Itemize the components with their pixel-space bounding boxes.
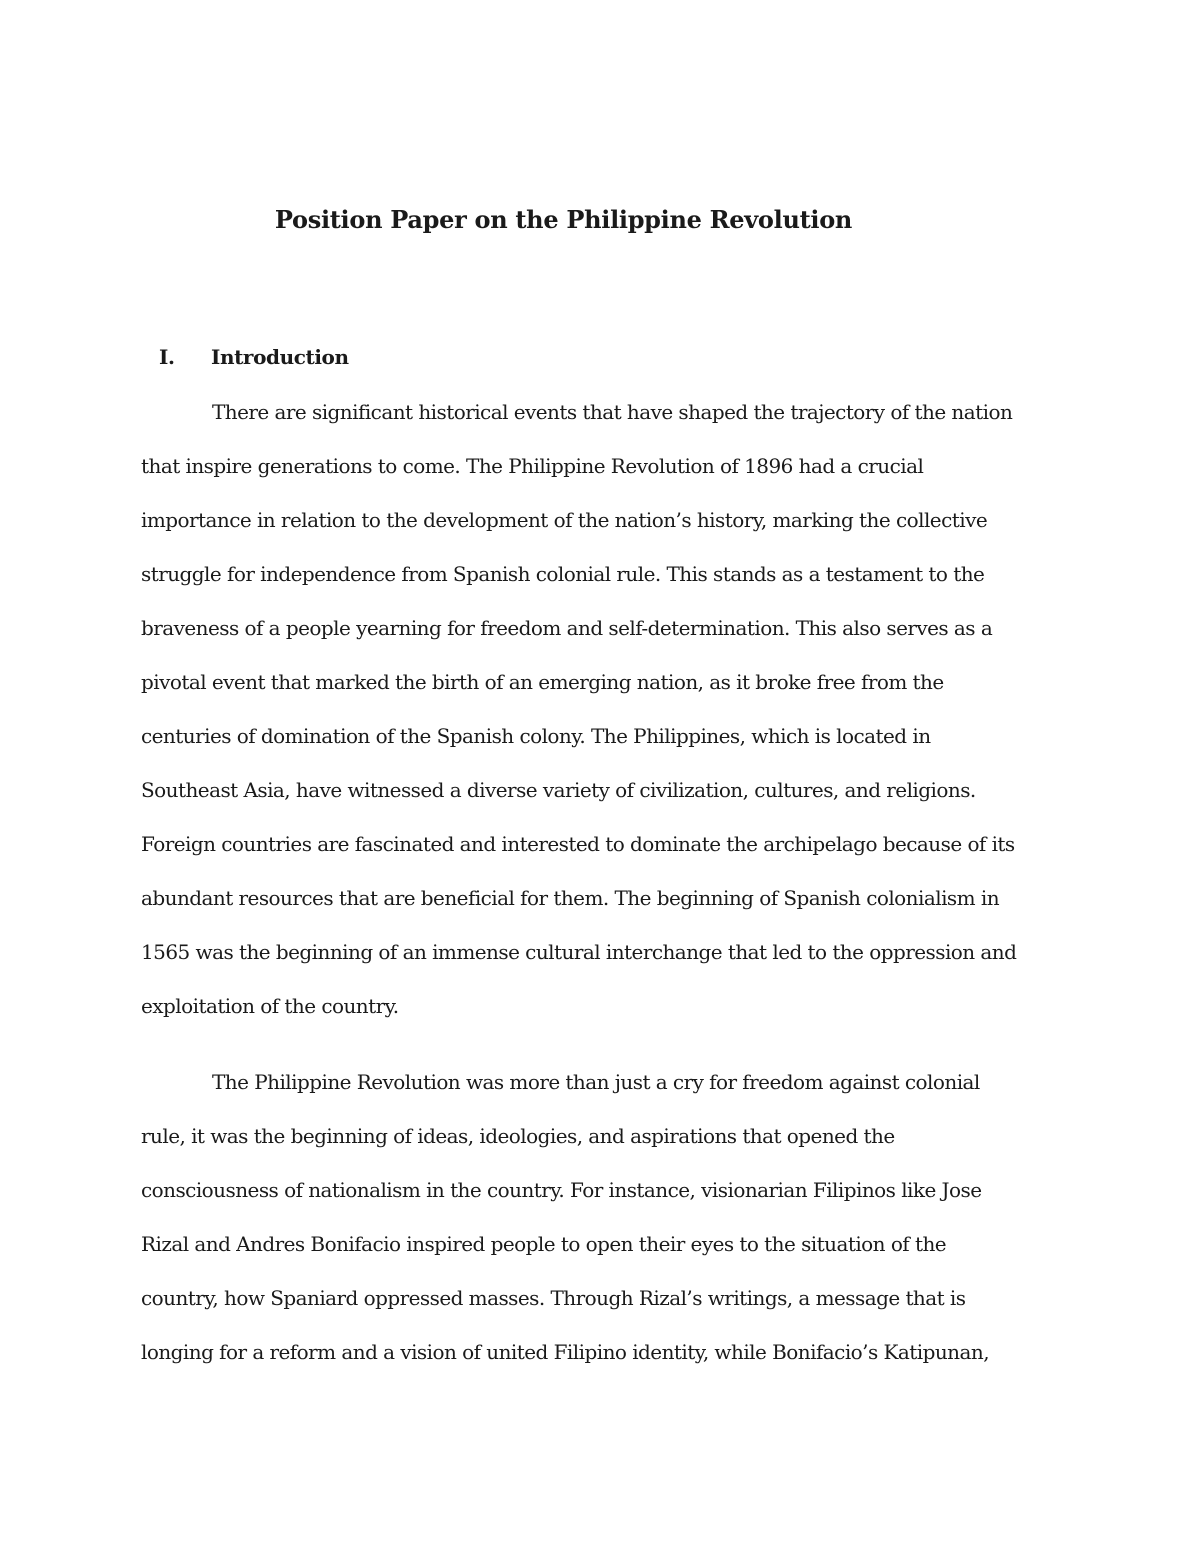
paragraph-line: Foreign countries are fascinated and interested to dominate the archipelago because of its [141,832,1015,856]
paragraph-line: abundant resources that are beneficial for them. The beginning of Spanish colonialism in [141,886,1000,910]
document-title: Position Paper on the Philippine Revolution [274,205,853,234]
paragraph-line: longing for a reform and a vision of united Filipino identity, while Bonifacio’s Katipunan, [141,1340,990,1364]
paragraph-line: importance in relation to the development of the nation’s history, marking the collective [141,508,988,532]
section-heading [159,345,349,369]
paragraph-line: struggle for independence from Spanish colonial rule. This stands as a testament to the [141,562,985,586]
paragraph-line: country, how Spaniard oppressed masses. Through Rizal’s writings, a message that is [141,1286,966,1310]
paragraph-1 [141,385,1017,1033]
paragraph-line: that inspire generations to come. The Philippine Revolution of 1896 had a crucial [141,454,924,478]
paragraph-line: Rizal and Andres Bonifacio inspired people to open their eyes to the situation of the [141,1232,947,1256]
paragraph-line: exploitation of the country. [141,994,399,1018]
paragraph-2 [141,1055,1001,1379]
paragraph-line: Southeast Asia, have witnessed a diverse variety of civilization, cultures, and religions. [141,778,976,802]
section-title: Introduction [211,345,349,369]
paragraph-line: rule, it was the beginning of ideas, ideologies, and aspirations that opened the [141,1124,895,1148]
paragraph-line: The Philippine Revolution was more than just a cry for freedom against colonial [212,1070,980,1094]
paragraph-line: consciousness of nationalism in the country. For instance, visionarian Filipinos like Jose [141,1178,982,1202]
section-number: I. [159,345,175,369]
paragraph-line: centuries of domination of the Spanish colony. The Philippines, which is located in [141,724,931,748]
paragraph-line: There are significant historical events that have shaped the trajectory of the nation [212,400,1013,424]
paragraph-line: braveness of a people yearning for freedom and self-determination. This also serves as a [141,616,993,640]
paragraph-line: 1565 was the beginning of an immense cultural interchange that led to the oppression and [141,940,1017,964]
paragraph-line: pivotal event that marked the birth of an emerging nation, as it broke free from the [141,670,944,694]
